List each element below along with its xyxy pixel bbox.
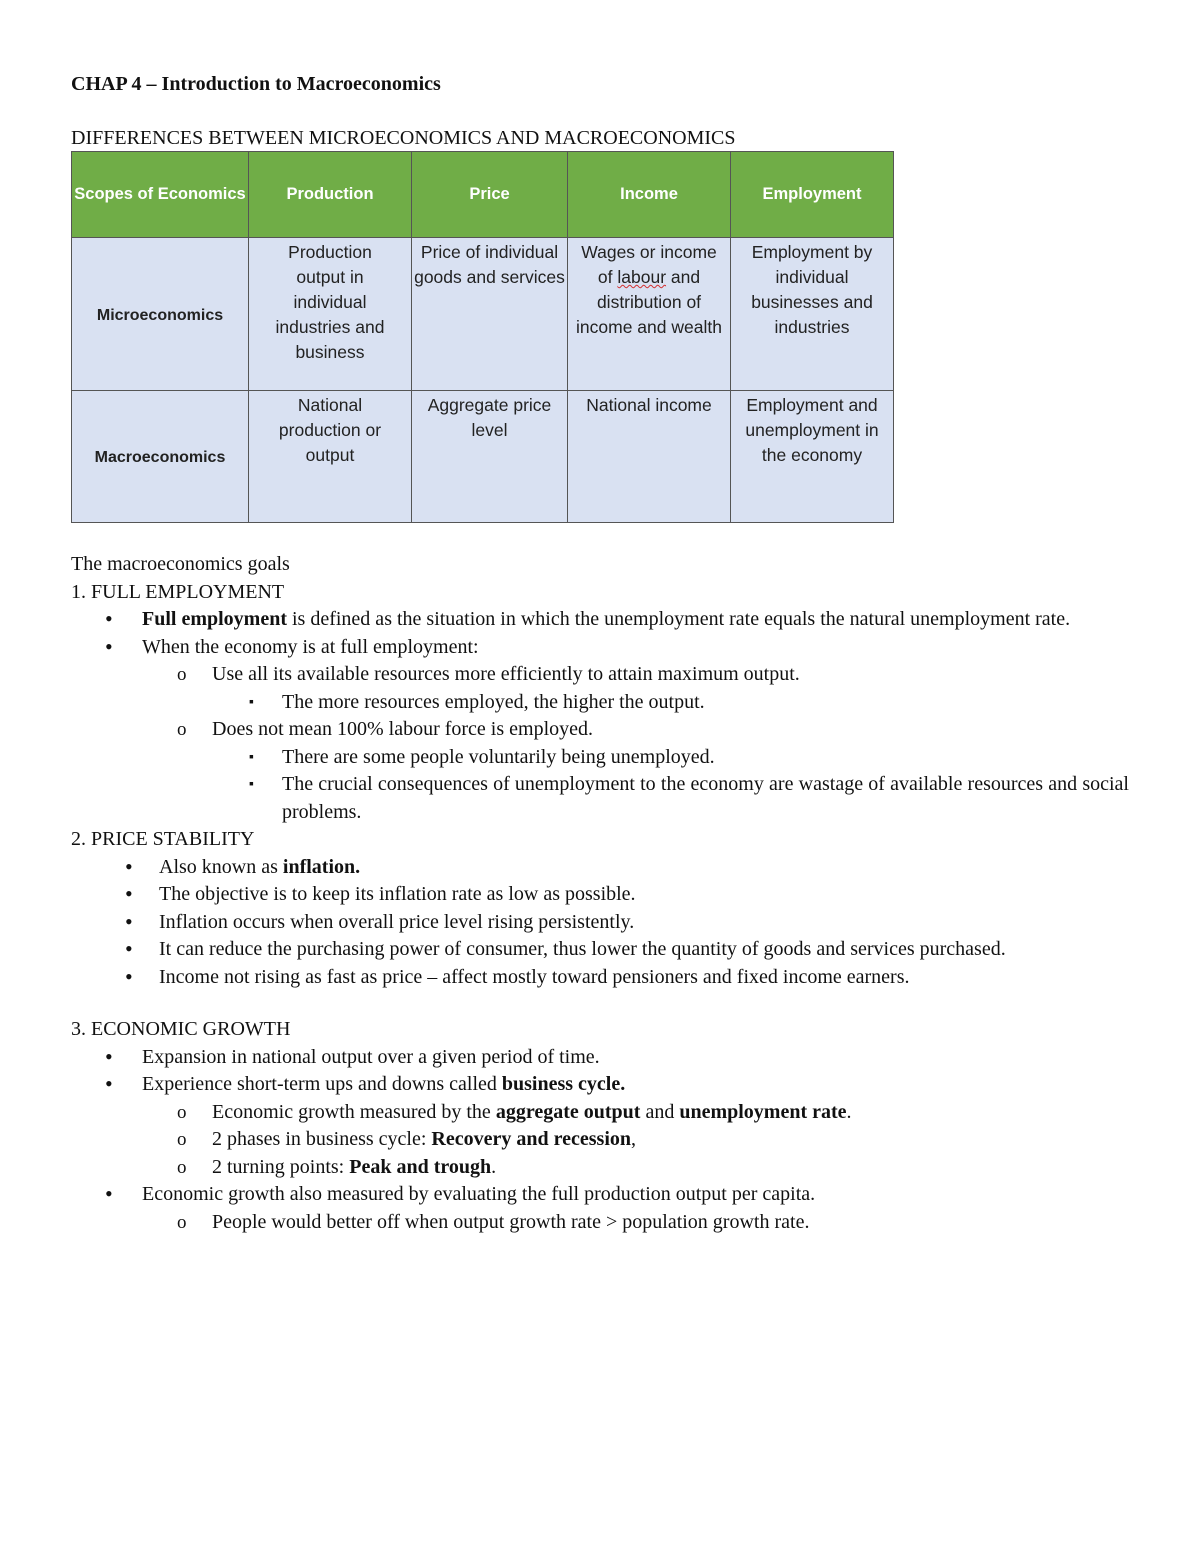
page-title: CHAP 4 – Introduction to Macroeconomics <box>71 73 441 95</box>
table-row <box>72 391 894 523</box>
list-item <box>71 1071 1129 1099</box>
bold-term: business cycle. <box>501 1073 626 1095</box>
list-item <box>71 1154 1129 1182</box>
list-item <box>71 716 1129 744</box>
item-text: It can reduce the purchasing power of consumer, thus lower the quantity of goods and services purchased. <box>159 938 1006 960</box>
item-text: is defined as the situation in which the unemployment rate equals the natural unemployment rate. <box>287 608 1071 630</box>
item-text: , <box>631 1128 636 1150</box>
heading-economic-growth: 3. ECONOMIC GROWTH <box>71 1018 291 1040</box>
item-text: Inflation occurs when overall price level rising persistently. <box>159 910 635 933</box>
item-text: Economic growth measured by the <box>212 1100 496 1123</box>
item-text: Does not mean 100% labour force is employed. <box>212 718 594 740</box>
item-text: and <box>640 1100 680 1123</box>
list-item <box>71 606 1129 634</box>
item-text: Economic growth also measured by evaluating the full production output per capita. <box>142 1183 816 1205</box>
list-item <box>71 964 1129 992</box>
comparison-table <box>71 151 894 523</box>
list-item <box>71 936 1129 964</box>
circle-bullet-icon: o <box>177 1129 187 1150</box>
bullet-icon: • <box>125 908 133 934</box>
heading-price-stability: 2. PRICE STABILITY <box>71 828 255 850</box>
square-bullet-icon: ▪ <box>249 777 254 792</box>
table-cell: National production or output <box>249 391 412 523</box>
list-item <box>71 1181 1129 1209</box>
circle-bullet-icon: o <box>177 1211 187 1233</box>
circle-bullet-icon: o <box>177 719 187 740</box>
bold-term: aggregate output <box>495 1100 641 1123</box>
list-item <box>71 634 1129 662</box>
list-item <box>71 1044 1129 1072</box>
list-item <box>71 909 1129 937</box>
table-cell: Price of individual goods and services <box>412 238 568 391</box>
bullet-icon: • <box>105 606 113 631</box>
circle-bullet-icon: o <box>177 1101 187 1123</box>
list-item <box>71 689 1129 717</box>
bold-term: Peak and trough <box>349 1155 492 1178</box>
item-text: The more resources employed, the higher the output. <box>282 690 705 713</box>
table-header-cell: Scopes of Economics <box>72 152 249 238</box>
table-cell: Employment and unemployment in the economy <box>731 391 894 523</box>
bullet-icon: • <box>125 853 133 879</box>
square-bullet-icon: ▪ <box>249 749 254 765</box>
table-header-cell: Income <box>568 152 731 238</box>
list-item <box>71 854 1129 882</box>
heading-full-employment: 1. FULL EMPLOYMENT <box>71 580 285 603</box>
item-text: Income not rising as fast as price – affect mostly toward pensioners and fixed income earners. <box>159 965 910 988</box>
table-cell: Aggregate price level <box>412 391 568 523</box>
table-row <box>72 238 894 391</box>
table-cell: Production output in individual industries and business <box>249 238 412 391</box>
item-text: Experience short-term ups and downs called <box>142 1073 502 1095</box>
circle-bullet-icon: o <box>177 1156 187 1178</box>
row-label-macroeconomics: Macroeconomics <box>72 391 249 523</box>
bullet-icon: • <box>105 633 113 659</box>
section-subtitle: DIFFERENCES BETWEEN MICROECONOMICS AND MACROECONOMICS <box>71 127 736 149</box>
square-bullet-icon: ▪ <box>249 694 254 710</box>
item-text: 2 phases in business cycle: <box>212 1128 432 1150</box>
item-text: . <box>846 1100 852 1123</box>
table-cell: Employment by individual businesses and industries <box>731 238 894 391</box>
list-item <box>71 771 1129 826</box>
bold-term: Recovery and recession <box>431 1128 631 1150</box>
list-item <box>71 1099 1129 1127</box>
item-text: Use all its available resources more efficiently to attain maximum output. <box>212 663 800 685</box>
list-item <box>71 1126 1129 1154</box>
list-item <box>71 881 1129 909</box>
table-cell <box>568 238 731 391</box>
list-item <box>71 1209 1129 1237</box>
item-text: When the economy is at full employment: <box>142 635 479 658</box>
cell-text: Wages or income of <box>581 242 717 287</box>
bullet-icon: • <box>105 1071 113 1096</box>
item-text: Expansion in national output over a given period of time. <box>142 1045 600 1068</box>
bullet-icon: • <box>125 881 133 906</box>
table-header-cell: Production <box>249 152 412 238</box>
bullet-icon: • <box>125 936 133 961</box>
goals-intro: The macroeconomics goals <box>71 553 290 575</box>
bold-term: inflation. <box>282 855 361 878</box>
row-label-microeconomics: Microeconomics <box>72 238 249 391</box>
item-text: The objective is to keep its inflation rate as low as possible. <box>159 883 636 905</box>
item-text: . <box>491 1155 497 1178</box>
item-text: People would better off when output growth rate > population growth rate. <box>212 1210 810 1233</box>
bold-term: Full employment <box>142 608 287 630</box>
circle-bullet-icon: o <box>177 664 187 685</box>
item-text: There are some people voluntarily being unemployed. <box>282 745 715 768</box>
paragraph-spacer <box>71 991 1129 1016</box>
bullet-icon: • <box>125 963 133 989</box>
table-header-row <box>72 152 894 238</box>
spellcheck-underlined-word: labour <box>617 267 667 287</box>
list-item <box>71 744 1129 772</box>
bold-term: unemployment rate <box>679 1100 847 1123</box>
list-item <box>71 661 1129 689</box>
table-cell: National income <box>568 391 731 523</box>
bullet-icon: • <box>105 1043 113 1069</box>
item-text: The crucial consequences of unemployment to the economy are wastage of available resources and social problems. <box>282 773 1129 823</box>
table-header-cell: Employment <box>731 152 894 238</box>
bullet-icon: • <box>105 1181 113 1206</box>
item-text: 2 turning points: <box>212 1155 350 1178</box>
goals-content <box>71 551 1129 1236</box>
table-header-cell: Price <box>412 152 568 238</box>
cell-text: and distribution of income and wealth <box>576 267 722 337</box>
item-text: Also known as <box>159 855 283 878</box>
